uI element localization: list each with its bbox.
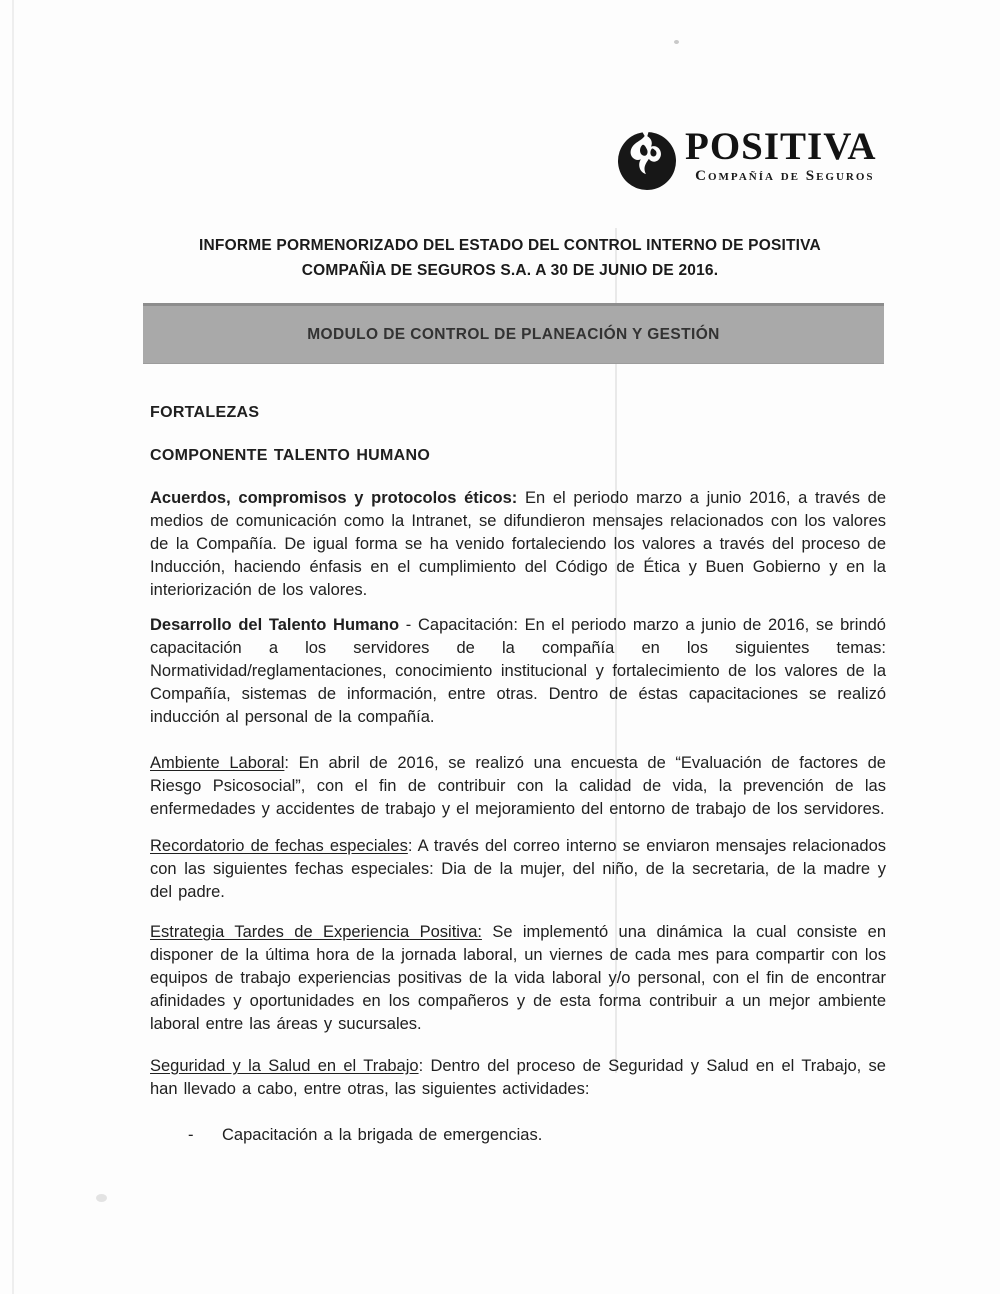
document-body	[150, 401, 886, 1147]
positiva-swirl-icon	[614, 128, 680, 194]
bullet-item	[150, 1124, 886, 1147]
scan-smudge	[96, 1194, 107, 1202]
brand-tagline: Compañía de Seguros	[695, 168, 875, 184]
paragraph-estrategia-tardes-lead: Estrategia Tardes de Experiencia Positiva:	[150, 923, 482, 941]
paragraph-estrategia-tardes-body: Se implementó una dinámica la cual consiste en disponer de la última hora de la jornada laboral, un viernes de cada mes para compartir con los equipos de trabajo experiencias positivas de la vida laboral y/o personal, con el fin de encontrar afinidades y oportunidades en los compañeros y de esta forma contribuir a un mejor ambiente laboral entre las áreas y sucursales.	[150, 923, 886, 1033]
subsection-heading-componente: COMPONENTE TALENTO HUMANO	[150, 447, 431, 464]
scan-edge-line	[12, 0, 14, 1294]
paragraph-estrategia-tardes	[150, 921, 886, 1036]
bullet-marker: -	[188, 1126, 194, 1144]
paragraph-acuerdos-lead: Acuerdos, compromisos y protocolos éticos:	[150, 489, 518, 507]
brand-logo	[616, 126, 877, 192]
paragraph-ambiente-laboral-lead: Ambiente Laboral	[150, 754, 285, 772]
document-title	[122, 233, 898, 283]
document-title-line1: INFORME PORMENORIZADO DEL ESTADO DEL CONTROL INTERNO DE POSITIVA	[199, 237, 821, 254]
scan-speck	[674, 40, 679, 44]
paragraph-acuerdos-body: En el periodo marzo a junio 2016, a través de medios de comunicación como la Intranet, se difundieron mensajes relacionados con los valores de la Compañía. De igual forma se ha venido fortaleciendo los valores a través del proceso de Inducción, haciendo énfasis en el cumplimiento del Código de Ética y Buen Gobierno y en la interiorización de los valores.	[150, 489, 886, 599]
paragraph-seguridad-salud	[150, 1055, 886, 1101]
bullet-text: Capacitación a la brigada de emergencias.	[222, 1126, 543, 1144]
paragraph-recordatorio-fechas	[150, 835, 886, 904]
paragraph-acuerdos	[150, 487, 886, 602]
paragraph-seguridad-salud-lead: Seguridad y la Salud en el Trabajo	[150, 1057, 419, 1075]
paragraph-seguridad-salud-body: : Dentro del proceso de Seguridad y Salud en el Trabajo, se han llevado a cabo, entre otras, las siguientes actividades:	[150, 1057, 886, 1098]
paragraph-desarrollo-body: - Capacitación: En el periodo marzo a junio de 2016, se brindó capacitación a los servidores de la compañía en los siguientes temas: Normatividad/reglamentaciones, conocimiento institucional y fortalecimiento de los valores de la Compañía, sistemas de información, entre otras. Dentro de éstas capacitaciones se realizó inducción al personal de la compañía.	[150, 616, 886, 726]
section-heading-fortalezas: FORTALEZAS	[150, 404, 260, 421]
document-title-line2: COMPAÑÌA DE SEGUROS S.A. A 30 DE JUNIO DE 2016.	[301, 262, 719, 279]
module-banner	[143, 303, 884, 364]
paragraph-ambiente-laboral	[150, 752, 886, 821]
paragraph-ambiente-laboral-body: : En abril de 2016, se realizó una encuesta de “Evaluación de factores de Riesgo Psicosocial”, con el fin de contribuir con la calidad de vida, la prevención de las enfermedades y accidentes de trabajo y el mejoramiento del entorno de trabajo de los servidores.	[150, 754, 886, 818]
module-banner-label: MODULO DE CONTROL DE PLANEACIÓN Y GESTIÓN	[307, 325, 720, 343]
paragraph-desarrollo-lead: Desarrollo del Talento Humano	[150, 616, 400, 634]
brand-name: POSITIVA	[685, 125, 877, 168]
paragraph-desarrollo	[150, 614, 886, 729]
paragraph-recordatorio-fechas-lead: Recordatorio de fechas especiales	[150, 837, 408, 855]
paragraph-recordatorio-fechas-body: : A través del correo interno se enviaron mensajes relacionados con las siguientes fechas especiales: Dia de la mujer, del niño, de la secretaria, de la madre y del padre.	[150, 837, 886, 901]
brand-text	[685, 126, 877, 185]
